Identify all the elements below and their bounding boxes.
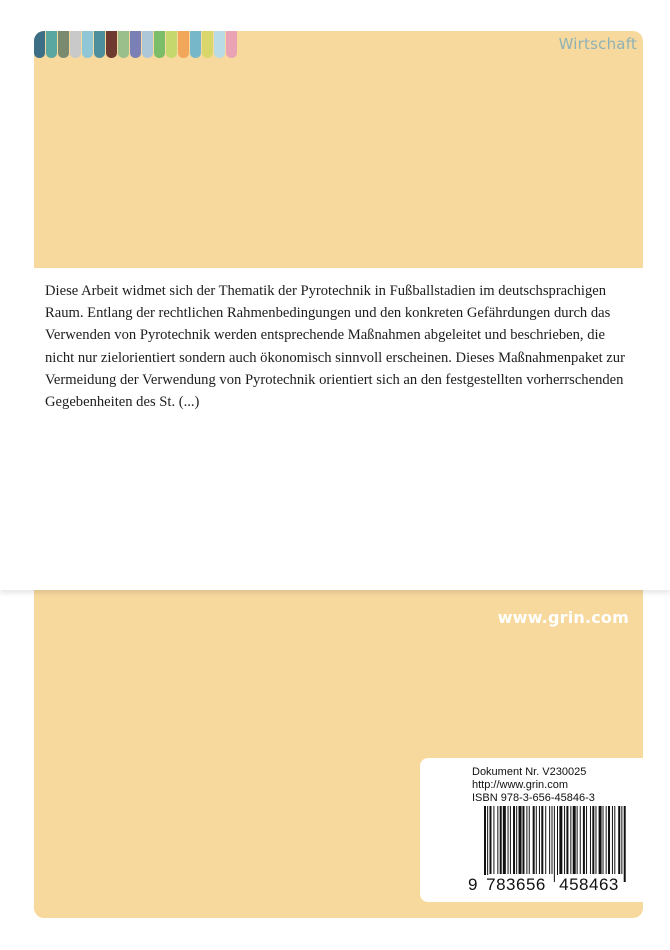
barcode-bar <box>586 806 587 874</box>
barcode <box>482 806 628 882</box>
barcode-bar <box>566 806 568 874</box>
color-stripe <box>106 31 117 58</box>
color-stripe <box>178 31 189 58</box>
blurb-text: Diese Arbeit widmet sich der Thematik der Pyrotechnik in Fußballstadien im deutschsprachigen Raum. Entlang der rechtlichen Rahmenbedingungen und den konkreten Gefährdungen durch das Verwenden von Pyrotechnik werden entsprechende Maßnahmen abgeleitet und beschrieben, die nicht nur zielorientiert sondern auch ökonomisch sinnvoll erscheinen. Dieses Maßnahmenpaket zur Vermeidung der Verwendung von Pyrotechnik orientiert sich an den festgestellten vorherrschenden Gegebenheiten des St. (...) <box>45 283 625 411</box>
barcode-bar <box>484 806 486 882</box>
color-stripe <box>214 31 225 58</box>
barcode-bar <box>583 806 585 874</box>
barcode-bar <box>564 806 565 874</box>
barcode-bar <box>612 806 613 874</box>
barcode-bar <box>519 806 522 874</box>
isbn-number: ISBN 978-3-656-45846-3 <box>472 792 595 804</box>
barcode-bar <box>516 806 517 874</box>
document-number: Dokument Nr. V230025 <box>472 766 587 778</box>
isbn-info <box>472 766 595 805</box>
barcode-bar <box>614 806 615 874</box>
barcode-bar <box>554 806 555 882</box>
color-stripe <box>202 31 213 58</box>
color-stripes <box>34 31 238 58</box>
barcode-bar <box>508 806 509 874</box>
color-stripe <box>34 31 45 58</box>
barcode-bar <box>510 806 511 874</box>
barcode-bar <box>624 806 626 882</box>
barcode-bar <box>490 806 492 874</box>
barcode-bar <box>606 806 607 874</box>
color-stripe <box>190 31 201 58</box>
color-stripe <box>70 31 81 58</box>
barcode-bar <box>503 806 506 874</box>
barcode-bar <box>493 806 494 874</box>
color-stripe <box>130 31 141 58</box>
barcode-bar <box>618 806 620 874</box>
barcode-bar <box>570 806 571 874</box>
barcode-bar <box>590 806 591 874</box>
barcode-bar <box>539 806 540 874</box>
color-stripe <box>142 31 153 58</box>
barcode-bar <box>603 806 604 874</box>
barcode-bar <box>559 806 562 874</box>
barcode-bar <box>526 806 527 874</box>
publisher-website: http://www.grin.com <box>472 779 568 791</box>
ean-first-digit: 9 <box>468 875 478 894</box>
color-stripe <box>166 31 177 58</box>
color-stripe <box>154 31 165 58</box>
color-stripe <box>226 31 237 58</box>
category-label: Wirtschaft <box>558 35 637 53</box>
barcode-bar <box>529 806 530 874</box>
ean-group-2: 458463 <box>557 875 621 895</box>
barcode-bar <box>592 806 594 874</box>
barcode-bar <box>595 806 596 874</box>
barcode-bar <box>513 806 515 874</box>
barcode-bar <box>497 806 498 874</box>
barcode-bar <box>533 806 535 874</box>
barcode-bar <box>577 806 578 874</box>
barcode-bar <box>621 806 622 874</box>
color-stripe <box>46 31 57 58</box>
barcode-bar <box>549 806 550 874</box>
barcode-bar <box>536 806 537 874</box>
barcode-bar <box>545 806 546 874</box>
color-stripe <box>118 31 129 58</box>
barcode-bar <box>552 806 553 874</box>
barcode-bar <box>500 806 502 874</box>
barcode-bar <box>487 806 488 882</box>
barcode-bar <box>522 806 524 874</box>
barcode-bar <box>541 806 543 874</box>
barcode-bar <box>599 806 602 874</box>
color-stripe <box>58 31 69 58</box>
color-stripe <box>94 31 105 58</box>
publisher-url: www.grin.com <box>497 608 629 627</box>
barcode-bar <box>608 806 610 874</box>
barcode-bar <box>557 806 558 882</box>
ean-group-1: 783656 <box>484 875 548 895</box>
color-stripe <box>82 31 93 58</box>
barcode-bar <box>580 806 581 874</box>
barcode-bar <box>573 806 576 874</box>
